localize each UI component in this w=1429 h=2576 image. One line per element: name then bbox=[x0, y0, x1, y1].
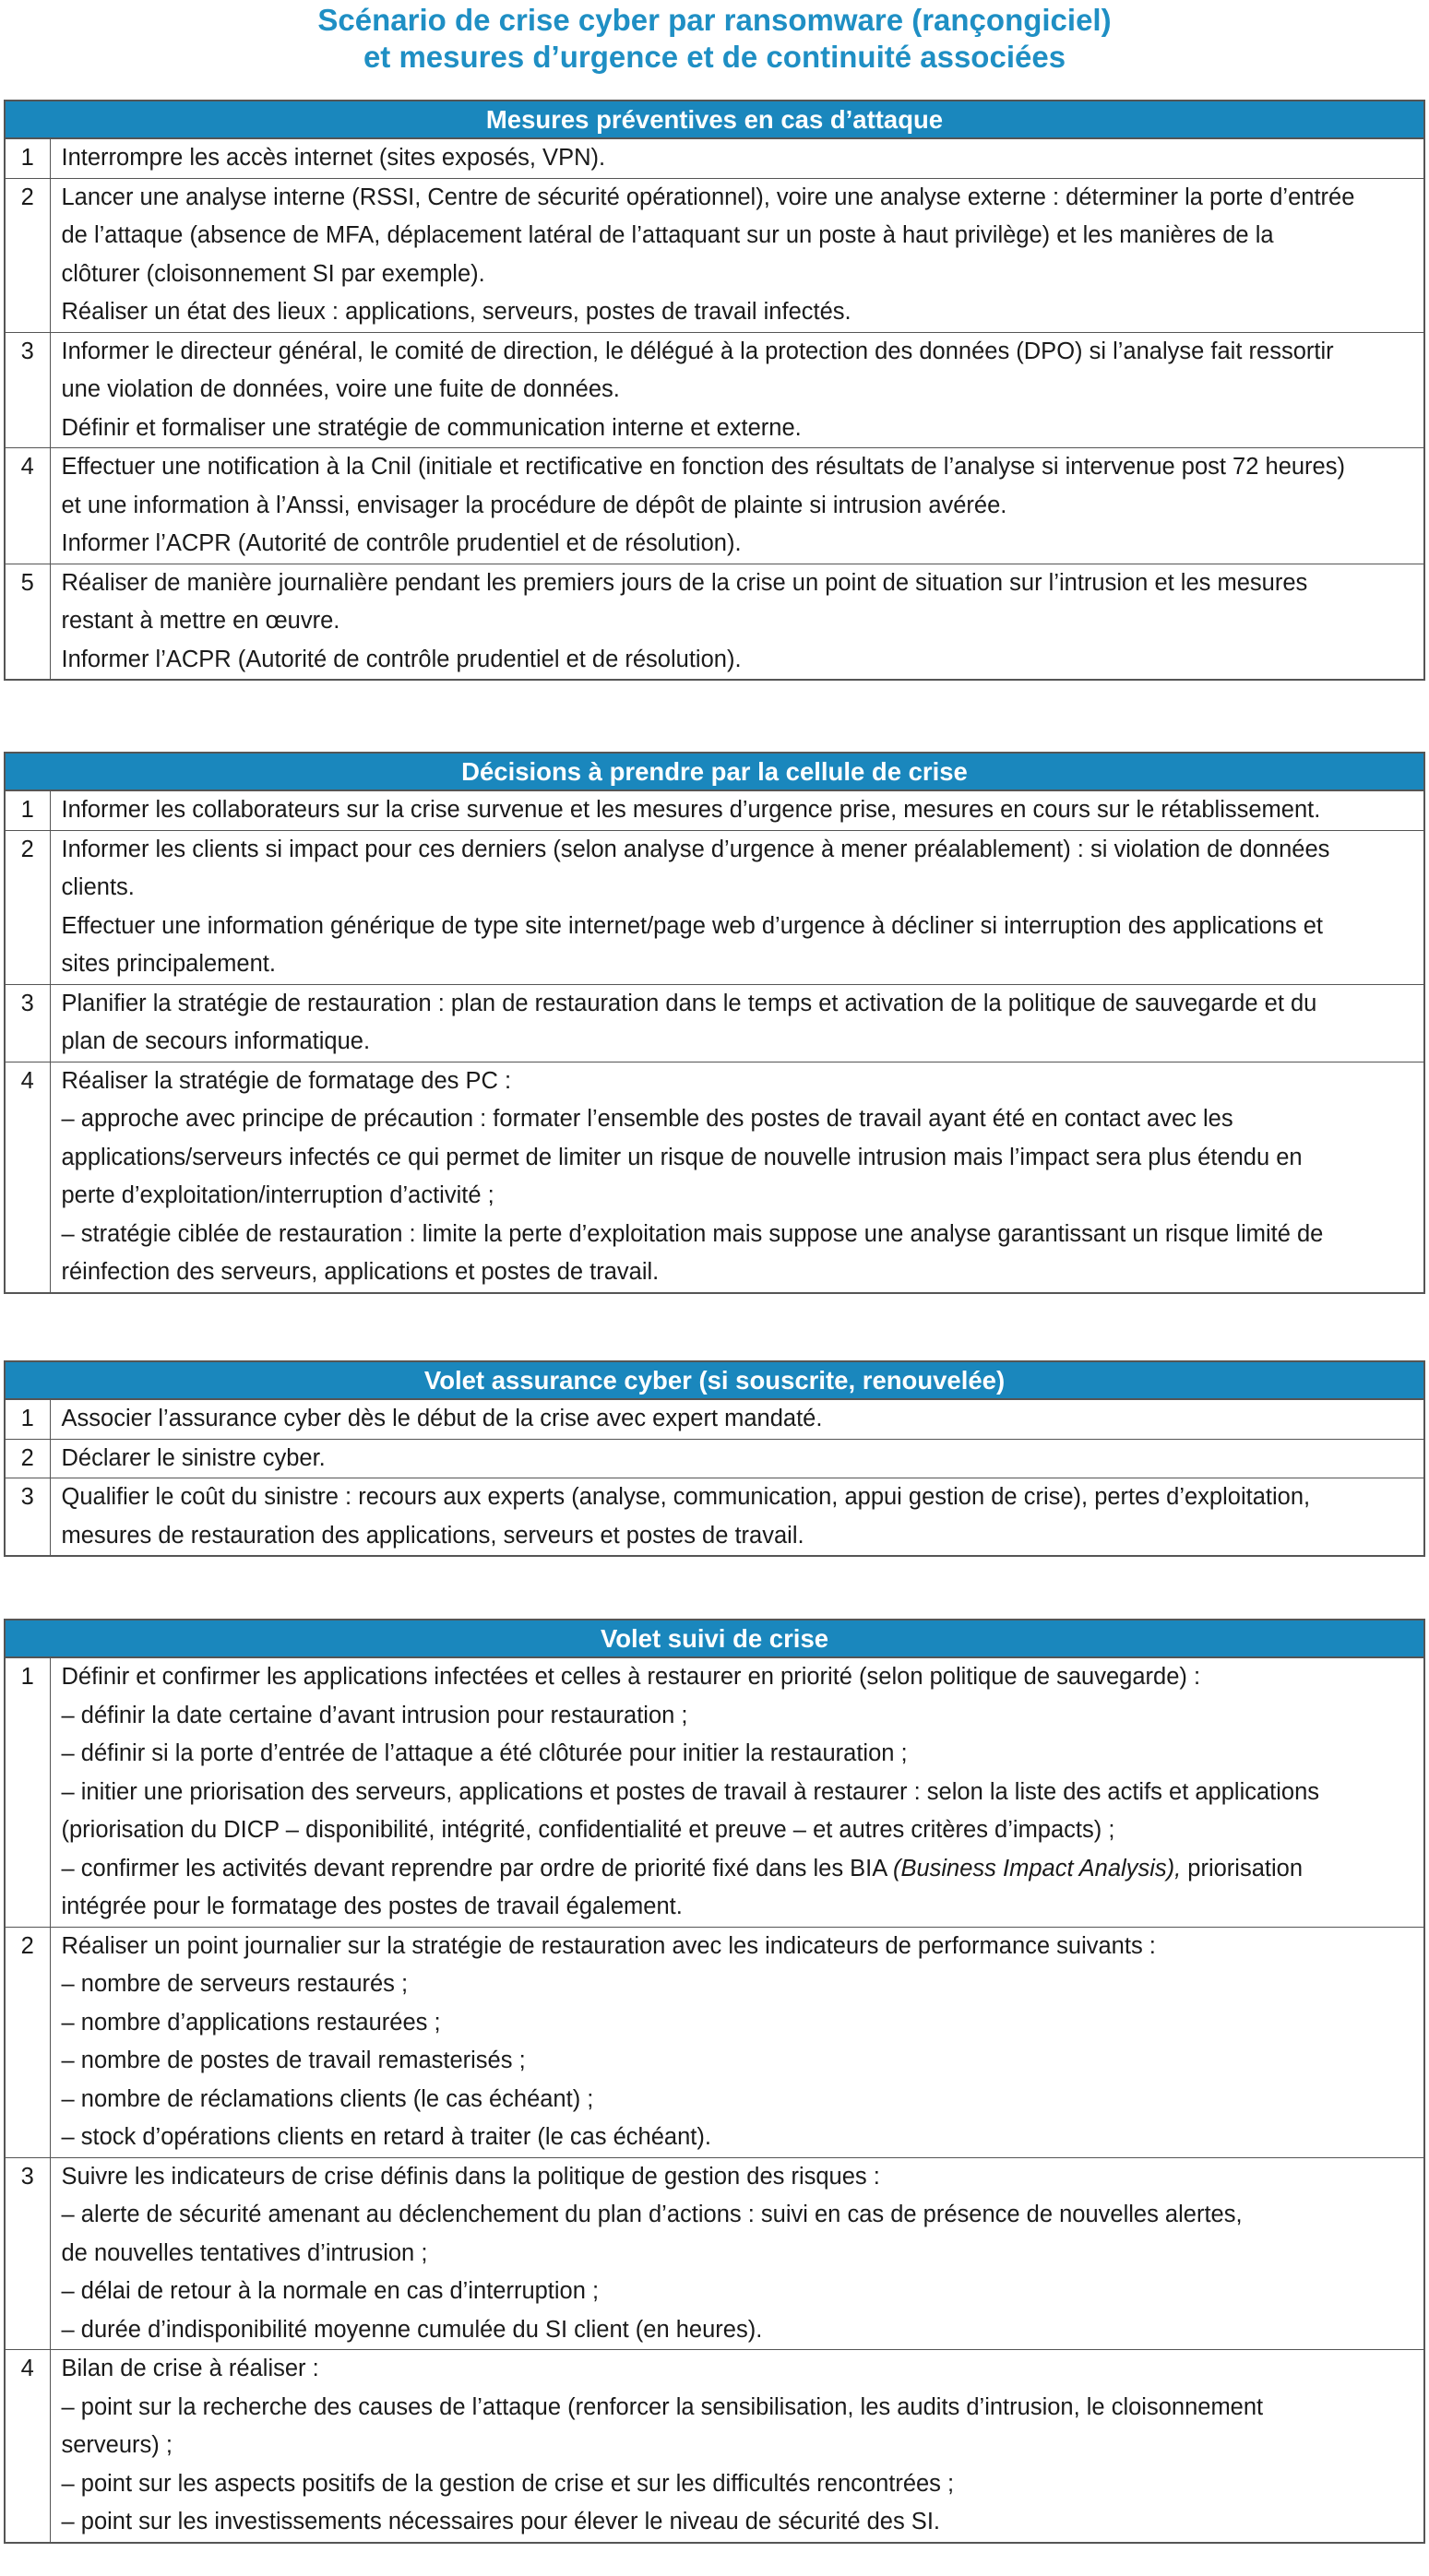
text-line: plan de secours informatique. bbox=[61, 1028, 371, 1054]
text-line: restant à mettre en œuvre. bbox=[61, 608, 340, 634]
section-heading: Mesures préventives en cas d’attaque bbox=[5, 101, 1424, 138]
text-line: sites principalement. bbox=[61, 951, 276, 977]
text-line: Réaliser un point journalier sur la stratégie de restauration avec les indicateurs de performance suivants : bbox=[61, 1932, 1156, 1959]
text-line: mesures de restauration des applications, serveurs et postes de travail. bbox=[61, 1522, 804, 1549]
section-table bbox=[4, 752, 1425, 1294]
section-heading: Volet assurance cyber (si souscrite, renouvelée) bbox=[5, 1361, 1424, 1399]
text-line: clients. bbox=[61, 874, 135, 900]
row-number: 3 bbox=[5, 1478, 50, 1557]
title-line-2: et mesures d’urgence et de continuité associées bbox=[363, 40, 1066, 74]
table-row bbox=[5, 2157, 1424, 2350]
text-line: Informer le directeur général, le comité de direction, le délégué à la protection des données (DPO) si l’analyse fait ressortir bbox=[61, 338, 1334, 364]
section-preventive-measures bbox=[4, 100, 1425, 681]
section-crisis-cell-decisions bbox=[4, 752, 1425, 1294]
text-line: Informer l’ACPR (Autorité de contrôle prudentiel et de résolution). bbox=[61, 530, 742, 556]
text-line: Définir et confirmer les applications infectées et celles à restaurer en priorité (selon politique de sauvegarde) : bbox=[61, 1664, 1201, 1690]
text-line: Suivre les indicateurs de crise définis dans la politique de gestion des risques : bbox=[61, 2163, 880, 2190]
document-title bbox=[0, 0, 1429, 77]
text-line: – stratégie ciblée de restauration : limite la perte d’exploitation mais suppose une analyse garantissant un risque limité de bbox=[61, 1220, 1324, 1247]
table-row bbox=[5, 332, 1424, 448]
table-row bbox=[5, 2350, 1424, 2543]
text-line: – nombre d’applications restaurées ; bbox=[61, 2009, 441, 2036]
row-number: 4 bbox=[5, 448, 50, 564]
text-line: perte d’exploitation/interruption d’activité ; bbox=[61, 1182, 494, 1208]
text-line: une violation de données, voire une fuite de données. bbox=[61, 376, 620, 402]
text-line: Effectuer une notification à la Cnil (initiale et rectificative en fonction des résultats de l’analyse si intervenue post 72 heures) bbox=[61, 454, 1345, 480]
section-table bbox=[4, 100, 1425, 681]
text-line: Informer l’ACPR (Autorité de contrôle prudentiel et de résolution). bbox=[61, 646, 742, 672]
text-line: Associer l’assurance cyber dès le début de la crise avec expert mandaté. bbox=[61, 1406, 823, 1431]
text-line: – nombre de réclamations clients (le cas échéant) ; bbox=[61, 2085, 594, 2112]
text-line: – alerte de sécurité amenant au déclenchement du plan d’actions : suivi en cas de présence de nouvelles alertes, bbox=[61, 2202, 1243, 2227]
row-number: 5 bbox=[5, 564, 50, 680]
text-line: applications/serveurs infectés ce qui permet de limiter un risque de nouvelle intrusion mais l’impact sera plus étendu en bbox=[61, 1144, 1303, 1170]
text-line: – initier une priorisation des serveurs, applications et postes de travail à restaurer : selon la liste des actifs et applications bbox=[61, 1778, 1320, 1805]
text-line: réinfection des serveurs, applications et postes de travail. bbox=[61, 1259, 660, 1285]
row-number: 3 bbox=[5, 984, 50, 1062]
text-line: – nombre de postes de travail remasterisés ; bbox=[61, 2048, 526, 2073]
text-line: – point sur les aspects positifs de la gestion de crise et sur les difficultés rencontrées ; bbox=[61, 2470, 955, 2497]
row-text bbox=[50, 1062, 1424, 1293]
row-number: 4 bbox=[5, 2350, 50, 2543]
table-row bbox=[5, 1927, 1424, 2157]
text-line: – confirmer les activités devant reprendre par ordre de priorité fixé dans les BIA (Business Impact Analysis), priorisation bbox=[61, 1855, 1304, 1882]
table-row bbox=[5, 178, 1424, 332]
row-text bbox=[50, 984, 1424, 1062]
text-line: – nombre de serveurs restaurés ; bbox=[61, 1971, 409, 1997]
text-line: – délai de retour à la normale en cas d’interruption ; bbox=[61, 2278, 600, 2304]
text-line: Réaliser un état des lieux : applications, serveurs, postes de travail infectés. bbox=[61, 299, 851, 325]
table-row bbox=[5, 1062, 1424, 1293]
text-line: – point sur la recherche des causes de l’attaque (renforcer la sensibilisation, les audits d’intrusion, le cloisonnement bbox=[61, 2393, 1264, 2420]
row-text bbox=[50, 178, 1424, 332]
text-line: – point sur les investissements nécessaires pour élever le niveau de sécurité des SI. bbox=[61, 2509, 940, 2534]
section-table bbox=[4, 1360, 1425, 1557]
row-text bbox=[50, 448, 1424, 564]
text-line: Bilan de crise à réaliser : bbox=[61, 2356, 319, 2381]
text-line: – définir la date certaine d’avant intrusion pour restauration ; bbox=[61, 1702, 688, 1728]
table-row bbox=[5, 138, 1424, 178]
row-text bbox=[50, 564, 1424, 680]
table-row bbox=[5, 564, 1424, 680]
row-number: 4 bbox=[5, 1062, 50, 1293]
text-line: Planifier la stratégie de restauration : plan de restauration dans le temps et activation de la politique de sauvegarde et du bbox=[61, 990, 1317, 1016]
row-text bbox=[50, 2350, 1424, 2543]
row-number: 2 bbox=[5, 1927, 50, 2157]
text-line: intégrée pour le formatage des postes de travail également. bbox=[61, 1893, 683, 1919]
table-row bbox=[5, 1399, 1424, 1439]
row-text bbox=[50, 830, 1424, 984]
text-line: clôturer (cloisonnement SI par exemple). bbox=[61, 260, 485, 287]
row-text bbox=[50, 1657, 1424, 1927]
text-line: Qualifier le coût du sinistre : recours aux experts (analyse, communication, appui gestion de crise), pertes d’exploitation, bbox=[61, 1484, 1311, 1510]
table-row bbox=[5, 790, 1424, 830]
table-row bbox=[5, 1478, 1424, 1557]
text-line: Interrompre les accès internet (sites exposés, VPN). bbox=[61, 145, 606, 171]
table-row bbox=[5, 448, 1424, 564]
row-text bbox=[50, 1399, 1424, 1439]
row-number: 2 bbox=[5, 1439, 50, 1478]
row-text bbox=[50, 790, 1424, 830]
row-number: 3 bbox=[5, 332, 50, 448]
row-number: 3 bbox=[5, 2157, 50, 2350]
text-line: – approche avec principe de précaution : formater l’ensemble des postes de travail ayant été en contact avec les bbox=[61, 1106, 1233, 1132]
row-text bbox=[50, 1927, 1424, 2157]
table-row bbox=[5, 984, 1424, 1062]
row-text bbox=[50, 332, 1424, 448]
row-number: 2 bbox=[5, 178, 50, 332]
text-line: Informer les clients si impact pour ces derniers (selon analyse d’urgence à mener préalablement) : si violation de données bbox=[61, 836, 1330, 862]
text-line: – définir si la porte d’entrée de l’attaque a été clôturée pour initier la restauration ; bbox=[61, 1740, 908, 1766]
text-line: Réaliser la stratégie de formatage des PC : bbox=[61, 1067, 512, 1094]
row-number: 1 bbox=[5, 1399, 50, 1439]
text-line: Définir et formaliser une stratégie de communication interne et externe. bbox=[61, 414, 802, 441]
row-number: 2 bbox=[5, 830, 50, 984]
row-text bbox=[50, 138, 1424, 178]
row-number: 1 bbox=[5, 1657, 50, 1927]
text-line: Informer les collaborateurs sur la crise survenue et les mesures d’urgence prise, mesures en cours sur le rétablissement. bbox=[61, 797, 1321, 823]
text-line: Lancer une analyse interne (RSSI, Centre de sécurité opérationnel), voire une analyse externe : déterminer la porte d’entrée bbox=[61, 184, 1355, 210]
text-line: Effectuer une information générique de type site internet/page web d’urgence à décliner si interruption des applications et bbox=[61, 912, 1323, 939]
section-crisis-follow-up bbox=[4, 1619, 1425, 2544]
text-line: Réaliser de manière journalière pendant les premiers jours de la crise un point de situation sur l’intrusion et les mesures bbox=[61, 569, 1308, 596]
row-text bbox=[50, 1439, 1424, 1478]
italic-fragment: (Business Impact Analysis), bbox=[892, 1855, 1182, 1882]
text-line: de l’attaque (absence de MFA, déplacement latéral de l’attaquant sur un poste à haut privilège) et les manières de la bbox=[61, 222, 1274, 248]
text-line: et une information à l’Anssi, envisager la procédure de dépôt de plainte si intrusion avérée. bbox=[61, 492, 1007, 518]
row-text bbox=[50, 1478, 1424, 1557]
section-heading: Volet suivi de crise bbox=[5, 1620, 1424, 1657]
title-line-1: Scénario de crise cyber par ransomware (rançongiciel) bbox=[317, 3, 1112, 37]
row-text bbox=[50, 2157, 1424, 2350]
text-line: Déclarer le sinistre cyber. bbox=[61, 1444, 326, 1471]
text-line: – durée d’indisponibilité moyenne cumulée du SI client (en heures). bbox=[61, 2316, 763, 2343]
section-cyber-insurance bbox=[4, 1360, 1425, 1557]
section-table bbox=[4, 1619, 1425, 2544]
row-number: 1 bbox=[5, 138, 50, 178]
section-heading: Décisions à prendre par la cellule de crise bbox=[5, 753, 1424, 790]
row-number: 1 bbox=[5, 790, 50, 830]
table-row bbox=[5, 830, 1424, 984]
text-line: (priorisation du DICP – disponibilité, intégrité, confidentialité et preuve – et autres critères d’impacts) ; bbox=[61, 1817, 1115, 1843]
table-row bbox=[5, 1439, 1424, 1478]
text-line: – stock d’opérations clients en retard à traiter (le cas échéant). bbox=[61, 2124, 711, 2150]
text-line: de nouvelles tentatives d’intrusion ; bbox=[61, 2239, 428, 2266]
table-row bbox=[5, 1657, 1424, 1927]
text-line: serveurs) ; bbox=[61, 2432, 173, 2458]
